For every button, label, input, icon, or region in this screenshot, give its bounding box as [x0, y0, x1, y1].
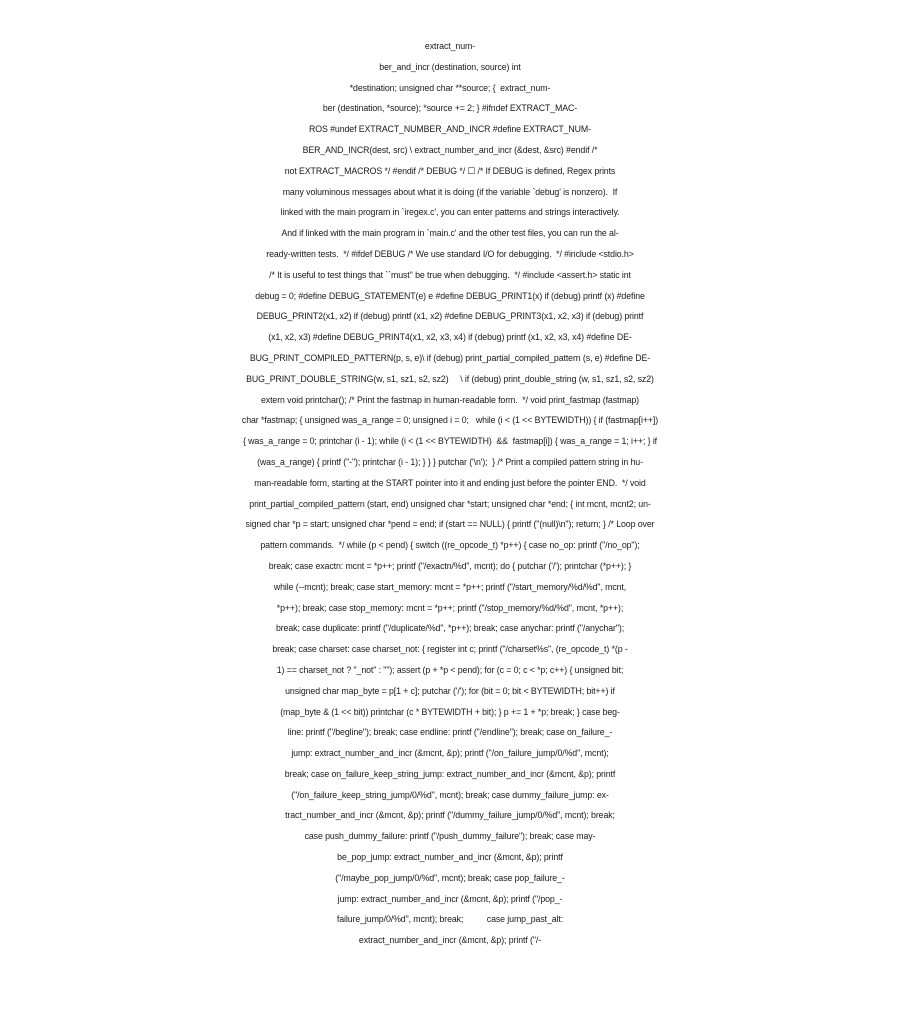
text-line: jump: extract_number_and_incr (&mcnt, &p); printf ("/pop_- — [337, 893, 563, 904]
text-line: (map_byte & (1 << bit)) printchar (c * BYTEWIDTH + bit); } p += 1 + *p; break; } case beg- — [280, 706, 620, 717]
text-line: ("/maybe_pop_jump/0/%d", mcnt); break; case pop_failure_- — [335, 872, 565, 883]
text-line: extern void printchar(); /* Print the fastmap in human-readable form. */ void print_fastmap (fastmap) — [260, 394, 639, 405]
text-line: /* It is useful to test things that ``must'' be true when debugging. */ #include <assert.h> static int — [269, 269, 631, 280]
text-line: line: printf ("/begline"); break; case endline: printf ("/endline"); break; case on_failure_- — [287, 727, 613, 738]
text-line: DEBUG_PRINT2(x1, x2) if (debug) printf (x1, x2) #define DEBUG_PRINT3(x1, x2, x3) if (debug) printf — [256, 311, 644, 322]
text-line: *destination; unsigned char **source; { extract_num- — [349, 82, 551, 93]
text-line: jump: extract_number_and_incr (&mcnt, &p); printf ("/on_failure_jump/0/%d", mcnt); — [291, 748, 609, 759]
text-line: 1) == charset_not ? "_not" : ""); assert (p + *p < pend); for (c = 0; c < *p; c++) { unsigned bit; — [276, 664, 624, 675]
text-line: ready-written tests. */ #ifdef DEBUG /* We use standard I/O for debugging. */ #include <stdio.h> — [266, 248, 634, 259]
text-line: { was_a_range = 0; printchar (i - 1); while (i < (1 << BYTEWIDTH) && fastmap[i]) { was_a_range = 1; i++; } if — [242, 436, 658, 447]
text-line: signed char *p = start; unsigned char *pend = end; if (start == NULL) { printf ("(null)\n"); return; } /* Loop over — [245, 519, 655, 530]
text-line: be_pop_jump: extract_number_and_incr (&mcnt, &p); printf — [337, 852, 563, 863]
text-line: ROS #undef EXTRACT_NUMBER_AND_INCR #define EXTRACT_NUM- — [309, 124, 591, 135]
text-line: ("/on_failure_keep_string_jump/0/%d", mcnt); break; case dummy_failure_jump: ex- — [291, 789, 609, 800]
text-line: BUG_PRINT_COMPILED_PATTERN(p, s, e)\ if (debug) print_partial_compiled_pattern (s, e) #define DE- — [249, 352, 651, 363]
text-line: not EXTRACT_MACROS */ #endif /* DEBUG */ ☐ /* If DEBUG is defined, Regex prints — [284, 165, 616, 176]
text-line: extract_num- — [424, 41, 476, 51]
centered-code-text — [0, 36, 900, 951]
text-line: man-readable form, starting at the START pointer into it and ending just before the pointer END. */ void — [254, 477, 646, 488]
text-line: case push_dummy_failure: printf ("/push_dummy_failure"); break; case may- — [304, 831, 596, 842]
text-line: *p++); break; case stop_memory: mcnt = *p++; printf ("/stop_memory/%d/%d", mcnt, *p++); — [276, 602, 624, 613]
text-line: pattern commands. */ while (p < pend) { switch ((re_opcode_t) *p++) { case no_op: printf ("/no_op"); — [260, 540, 640, 551]
text-line: break; case on_failure_keep_string_jump: extract_number_and_incr (&mcnt, &p); printf — [284, 768, 616, 779]
text-line: while (--mcnt); break; case start_memory: mcnt = *p++; printf ("/start_memory/%d/%d", mcnt, — [273, 581, 627, 592]
text-line: break; case charset: case charset_not: { register int c; printf ("/charset%s", (re_opcode_t) *(p - — [272, 644, 628, 655]
text-line: And if linked with the main program in `main.c' and the other test files, you can run the al- — [281, 228, 619, 239]
text-line: print_partial_compiled_pattern (start, end) unsigned char *start; unsigned char *end; { int mcnt, mcnt2; un- — [249, 498, 651, 509]
text-line: break; case duplicate: printf ("/duplicate/%d", *p++); break; case anychar: printf ("/anychar"); — [275, 623, 625, 634]
text-line: ber (destination, *source); *source += 2; } #ifndef EXTRACT_MAC- — [322, 103, 578, 114]
text-line: extract_number_and_incr (&mcnt, &p); printf ("/- — [358, 935, 542, 946]
text-line: (was_a_range) { printf ("-"); printchar (i - 1); } } } putchar ('\n'); } /* Print a compiled pattern string in hu- — [257, 456, 643, 467]
text-line: tract_number_and_incr (&mcnt, &p); printf ("/dummy_failure_jump/0/%d", mcnt); break; — [285, 810, 615, 821]
text-line: (x1, x2, x3) #define DEBUG_PRINT4(x1, x2, x3, x4) if (debug) printf (x1, x2, x3, x4) #define DE- — [268, 332, 632, 343]
text-line: ber_and_incr (destination, source) int — [379, 61, 521, 72]
text-line: unsigned char map_byte = p[1 + c]; putchar ('/'); for (bit = 0; bit < BYTEWIDTH; bit++) if — [285, 685, 615, 696]
text-line: failure_jump/0/%d", mcnt); break; case jump_past_alt: — [336, 914, 564, 925]
text-line: many voluminous messages about what it is doing (if the variable `debug' is nonzero). If — [282, 186, 618, 197]
text-line: debug = 0; #define DEBUG_STATEMENT(e) e #define DEBUG_PRINT1(x) if (debug) printf (x) #define — [255, 290, 645, 301]
text-line: char *fastmap; { unsigned was_a_range = 0; unsigned i = 0; while (i < (1 << BYTEWIDTH)) { if (fastmap[i++]) — [241, 415, 659, 426]
text-line: BUG_PRINT_DOUBLE_STRING(w, s1, sz1, s2, sz2) \ if (debug) print_double_string (w, s1, sz1, s2, sz2) — [246, 373, 654, 384]
text-line: BER_AND_INCR(dest, src) \ extract_number_and_incr (&dest, &src) #endif /* — [302, 144, 598, 155]
text-line: break; case exactn: mcnt = *p++; printf ("/exactn/%d", mcnt); do { putchar ('/'); printchar (*p++); } — [268, 560, 632, 571]
text-line: linked with the main program in `iregex.c', you can enter patterns and strings interactively. — [280, 207, 620, 218]
